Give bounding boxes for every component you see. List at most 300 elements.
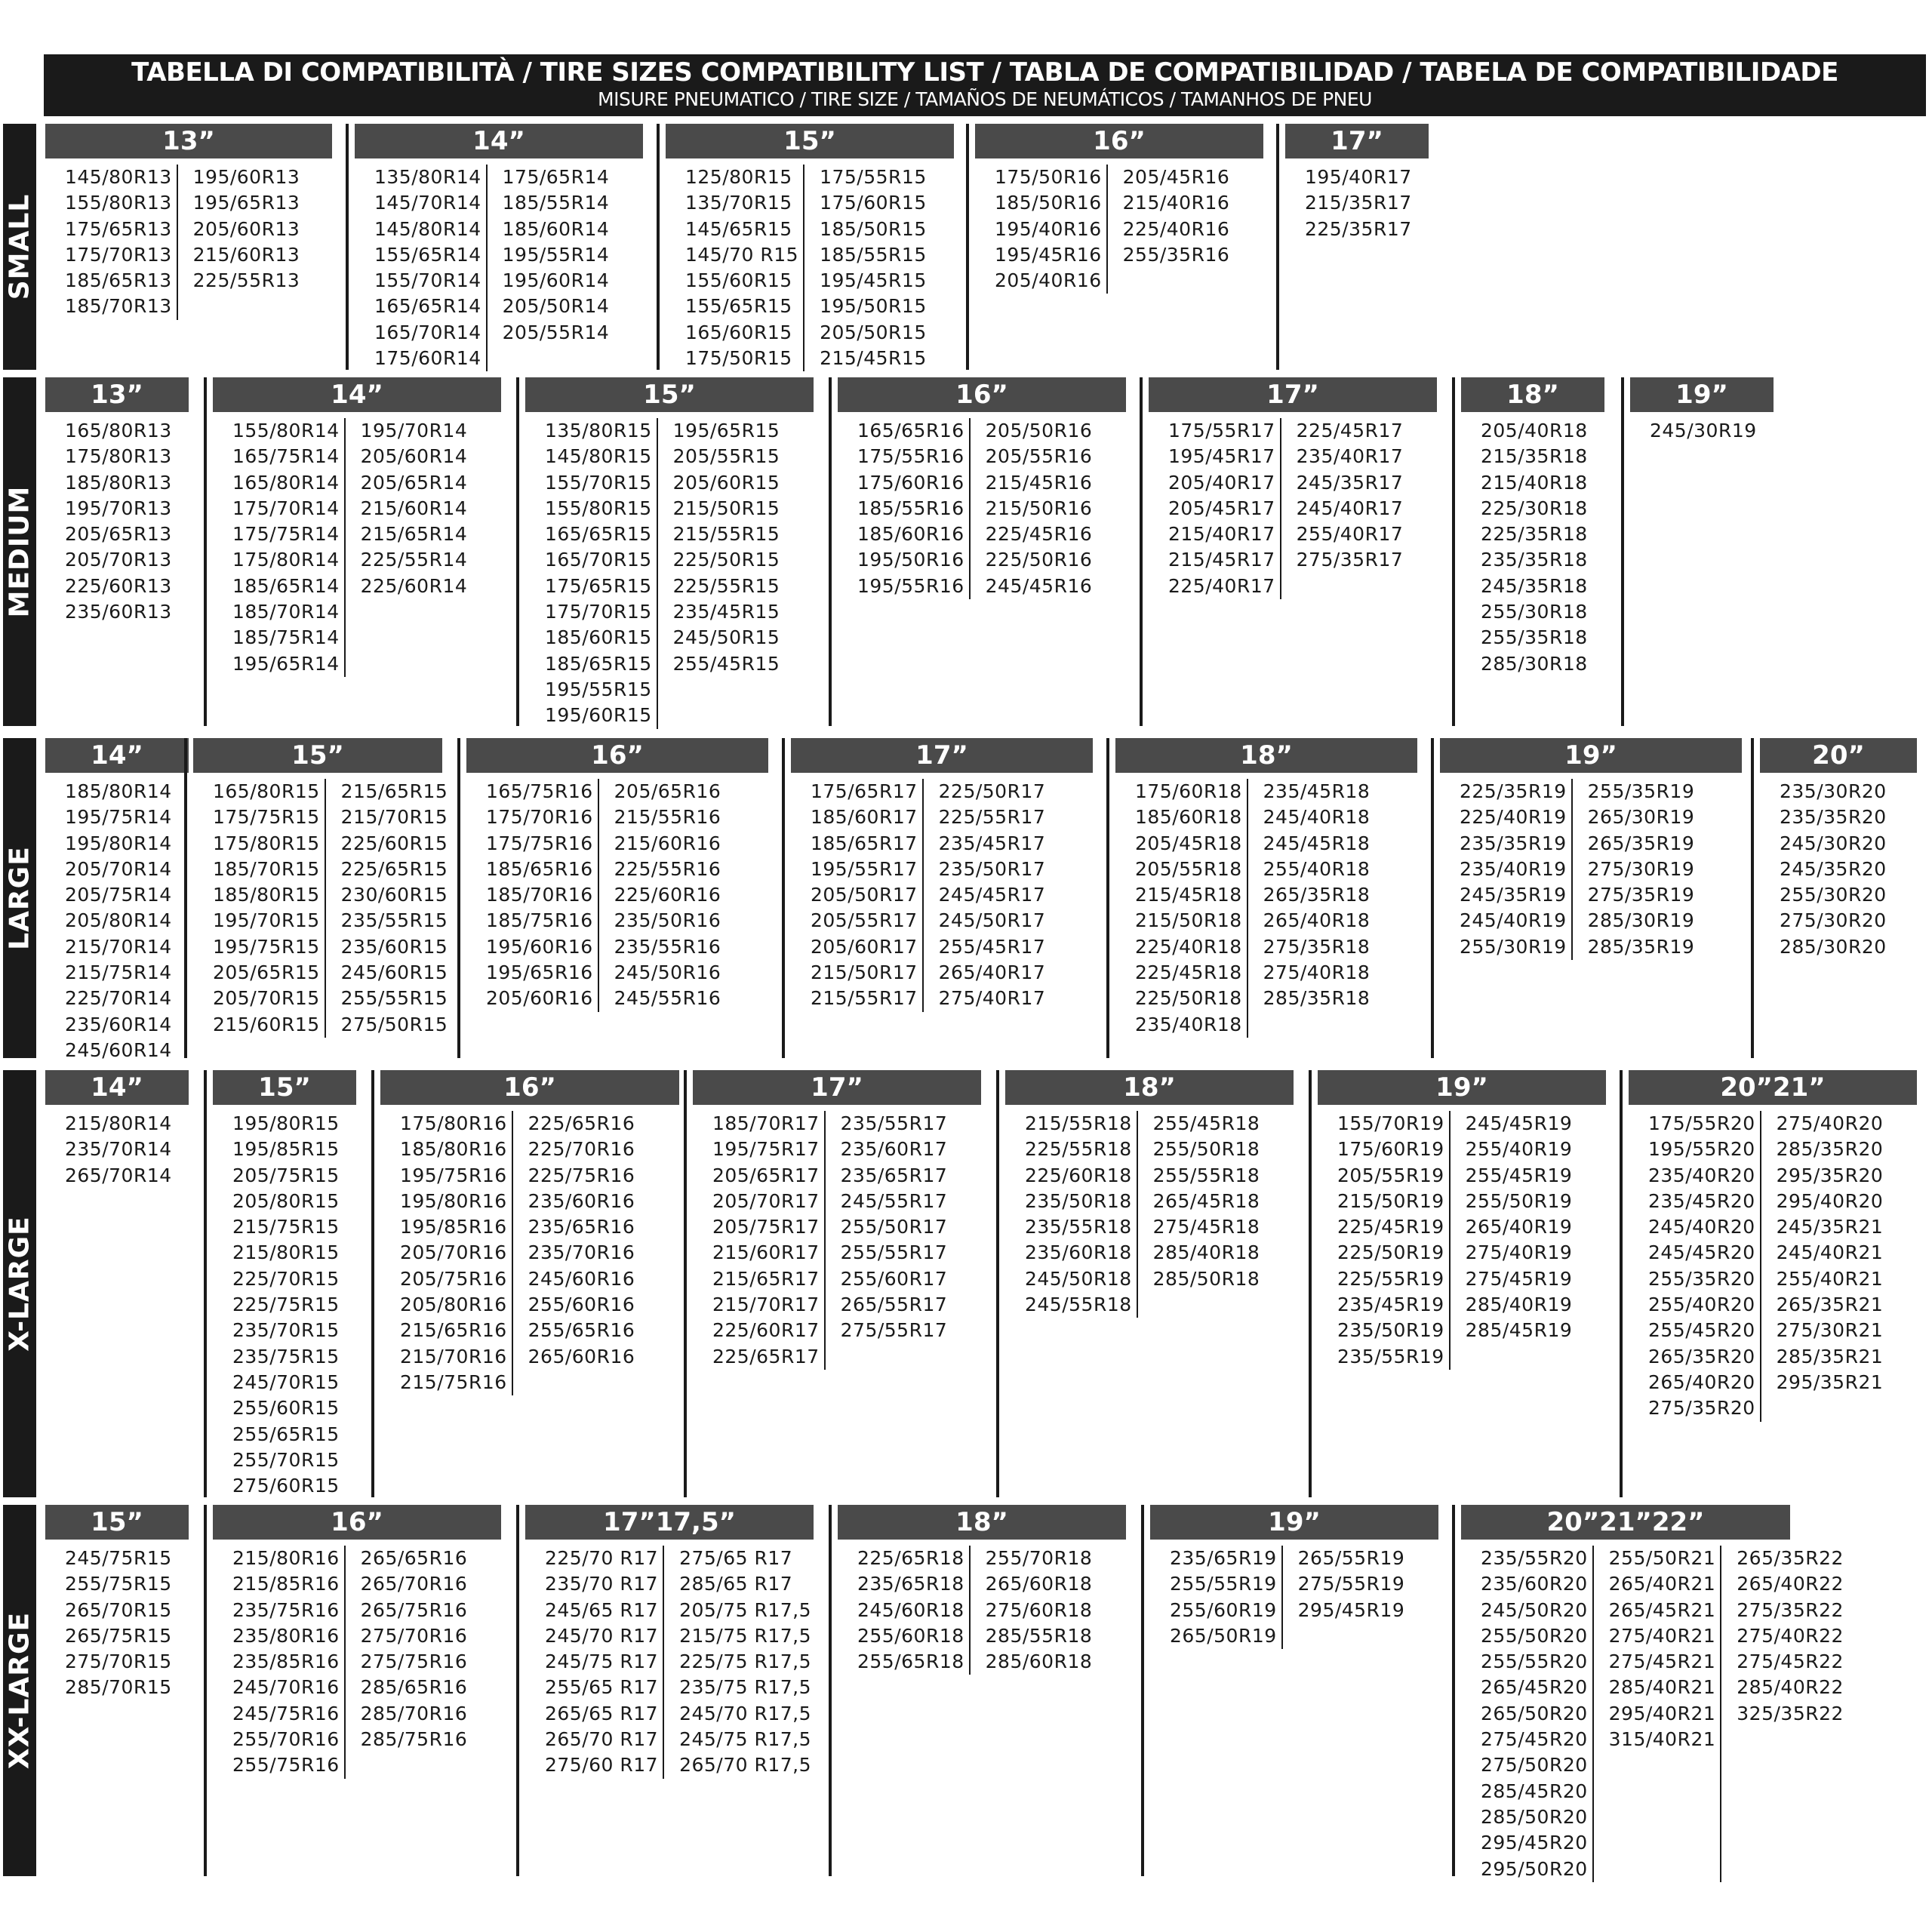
tire-size: 215/60R13 — [192, 243, 300, 266]
tire-size: 245/40R20 — [1648, 1216, 1755, 1238]
tire-size: 245/40R18 — [1263, 806, 1371, 829]
size-column — [598, 779, 726, 1012]
tire-size: 265/70R16 — [360, 1573, 468, 1595]
size-column — [1318, 1111, 1449, 1370]
tire-size: 205/70R16 — [400, 1241, 507, 1264]
rim-size-header: 15” — [666, 124, 954, 158]
rim-group — [45, 377, 189, 625]
tire-size: 275/50R20 — [1481, 1754, 1588, 1777]
tire-size: 195/75R16 — [400, 1164, 507, 1186]
tire-size: 225/40R17 — [1168, 574, 1275, 597]
tire-size: 195/40R17 — [1305, 166, 1412, 188]
tire-size: 185/65R17 — [811, 832, 918, 854]
tire-size: 255/50R17 — [840, 1216, 948, 1238]
tire-size: 255/60R16 — [528, 1294, 635, 1316]
tire-size: 255/60R18 — [857, 1624, 964, 1647]
size-columns — [355, 158, 643, 371]
tire-size: 205/45R17 — [1168, 497, 1275, 519]
tire-size: 205/80R16 — [400, 1294, 507, 1316]
tire-size: 145/80R14 — [374, 217, 481, 240]
tire-size: 145/70R14 — [374, 192, 481, 214]
size-column — [1280, 418, 1408, 599]
size-columns — [193, 773, 452, 1038]
size-column — [922, 779, 1051, 1012]
tire-size: 255/55R15 — [340, 987, 448, 1010]
rim-group — [213, 377, 501, 677]
tire-size: 205/50R15 — [820, 321, 927, 343]
tire-size: 155/80R13 — [65, 192, 172, 214]
tire-size: 285/65R16 — [360, 1676, 468, 1699]
tire-size: 275/35R17 — [1296, 549, 1404, 571]
rim-group — [1760, 738, 1917, 960]
tire-size: 255/35R20 — [1648, 1267, 1755, 1290]
tire-size: 185/80R13 — [65, 471, 172, 494]
tire-size: 175/60R14 — [374, 347, 481, 370]
tire-size: 265/50R19 — [1170, 1624, 1277, 1647]
rim-group — [45, 738, 189, 1063]
tire-size: 255/40R20 — [1648, 1294, 1755, 1316]
tire-size: 225/30R18 — [1481, 497, 1588, 519]
tire-size: 255/70R15 — [232, 1448, 340, 1471]
tire-size: 205/70R14 — [65, 857, 172, 880]
size-columns — [213, 412, 501, 677]
tire-size: 205/70R13 — [65, 549, 172, 571]
size-columns — [838, 1540, 1126, 1675]
tire-size: 185/65R13 — [65, 269, 172, 292]
tire-size: 175/80R14 — [232, 549, 340, 571]
tire-size: 285/50R20 — [1481, 1805, 1588, 1828]
tire-size: 205/80R14 — [65, 909, 172, 932]
tire-size: 245/45R19 — [1465, 1112, 1573, 1134]
tire-size: 165/65R15 — [545, 523, 652, 546]
size-columns — [1461, 1540, 1848, 1882]
rim-size-header: 15” — [525, 377, 814, 412]
size-column — [1571, 779, 1700, 960]
tire-size: 255/40R19 — [1465, 1138, 1573, 1161]
tire-size: 235/70 R17 — [545, 1573, 659, 1595]
group-divider — [1141, 1505, 1144, 1876]
tire-size: 225/55R15 — [672, 574, 780, 597]
tire-size: 135/80R14 — [374, 166, 481, 188]
tire-size: 225/55R13 — [192, 269, 300, 292]
section-small — [0, 124, 1932, 370]
size-column — [1285, 165, 1417, 242]
tire-size: 225/65R18 — [857, 1547, 964, 1569]
tire-size: 155/65R15 — [685, 295, 792, 318]
tire-size: 225/65R15 — [340, 857, 448, 880]
rim-size-header: 17” — [1285, 124, 1429, 158]
tire-size: 235/80R16 — [232, 1624, 340, 1647]
size-column — [1150, 1546, 1281, 1649]
size-columns — [1630, 412, 1774, 444]
rim-size-header: 19” — [1440, 738, 1742, 773]
tire-size: 195/45R16 — [995, 243, 1102, 266]
tire-size: 235/70R15 — [232, 1319, 340, 1342]
tire-size: 195/55R17 — [811, 857, 918, 880]
tire-size: 245/75R16 — [232, 1702, 340, 1724]
tire-size: 275/60R15 — [232, 1475, 340, 1497]
tire-size: 155/80R14 — [232, 420, 340, 441]
tire-size: 255/65R18 — [857, 1651, 964, 1673]
tire-size: 275/55R19 — [1297, 1573, 1405, 1595]
tire-size: 275/35R22 — [1737, 1598, 1844, 1621]
group-divider — [1309, 1070, 1312, 1497]
tire-size: 175/70R16 — [486, 806, 593, 829]
tire-size: 245/35R20 — [1780, 857, 1887, 880]
tire-size: 235/65R19 — [1170, 1547, 1277, 1569]
size-column — [1106, 165, 1235, 294]
tire-size: 235/50R18 — [1025, 1189, 1132, 1212]
rim-group — [1318, 1070, 1606, 1370]
tire-size: 205/65R13 — [65, 523, 172, 546]
rim-group — [1461, 377, 1604, 677]
rim-size-header: 17” — [791, 738, 1093, 773]
rim-group — [466, 738, 768, 1012]
tire-size: 235/50R19 — [1337, 1319, 1444, 1342]
group-divider — [1620, 1070, 1623, 1497]
tire-size: 235/75R16 — [232, 1598, 340, 1621]
rim-group — [380, 1070, 679, 1395]
group-divider — [1452, 1505, 1455, 1876]
tire-size: 285/65 R17 — [679, 1573, 793, 1595]
tire-size: 205/50R16 — [985, 420, 1093, 441]
tire-size: 195/55R16 — [857, 574, 964, 597]
tire-size: 265/60R16 — [528, 1345, 635, 1367]
tire-size: 175/60R15 — [820, 192, 927, 214]
rim-group — [1629, 1070, 1917, 1422]
tire-size: 275/40R22 — [1737, 1624, 1844, 1647]
rim-size-header: 14” — [355, 124, 643, 158]
tire-size: 165/75R16 — [486, 780, 593, 802]
tire-size: 245/55R18 — [1025, 1294, 1132, 1316]
size-column — [975, 165, 1106, 294]
tire-size: 195/70R15 — [213, 909, 320, 932]
tire-size: 155/80R15 — [545, 497, 652, 519]
tire-size: 265/70R15 — [65, 1598, 172, 1621]
size-column — [838, 418, 969, 599]
size-column — [512, 1111, 640, 1395]
rim-group — [1440, 738, 1742, 960]
size-column — [1760, 779, 1891, 960]
section-label-text: LARGE — [4, 846, 35, 950]
tire-size: 235/45R20 — [1648, 1189, 1755, 1212]
tire-size: 225/40R19 — [1460, 806, 1567, 829]
tire-size: 235/50R17 — [938, 857, 1046, 880]
group-divider — [1751, 738, 1754, 1058]
tire-size: 265/70R14 — [65, 1164, 172, 1186]
tire-size: 185/55R16 — [857, 497, 964, 519]
tire-size: 175/65R15 — [545, 574, 652, 597]
tire-size: 215/35R17 — [1305, 192, 1412, 214]
tire-size: 165/80R15 — [213, 780, 320, 802]
tire-size: 145/70 R15 — [685, 243, 799, 266]
size-columns — [45, 773, 189, 1063]
tire-size: 195/60R14 — [502, 269, 610, 292]
size-columns — [525, 412, 814, 729]
tire-size: 205/60R14 — [360, 445, 468, 468]
rim-group — [45, 1505, 189, 1701]
tire-size: 195/50R15 — [820, 295, 927, 318]
tire-size: 215/75R14 — [65, 961, 172, 984]
tire-size: 195/45R15 — [820, 269, 927, 292]
tire-size: 235/55R19 — [1337, 1345, 1444, 1367]
size-columns — [838, 412, 1126, 599]
tire-size: 195/60R15 — [545, 704, 652, 727]
size-column — [1461, 418, 1592, 677]
tire-size: 265/30R19 — [1587, 806, 1695, 829]
tire-size: 235/35R19 — [1460, 832, 1567, 854]
group-divider — [1140, 377, 1143, 726]
tire-size: 225/60R18 — [1025, 1164, 1132, 1186]
tire-size: 255/45R20 — [1648, 1319, 1755, 1342]
tire-size: 295/45R20 — [1481, 1832, 1588, 1854]
tire-size: 255/40R18 — [1263, 857, 1371, 880]
tire-size: 275/65 R17 — [679, 1547, 793, 1569]
tire-size: 215/40R17 — [1168, 523, 1275, 546]
group-divider — [204, 1070, 207, 1497]
tire-size: 185/50R16 — [995, 192, 1102, 214]
tire-size: 275/35R20 — [1648, 1397, 1755, 1420]
size-columns — [213, 1540, 501, 1779]
tire-size: 175/55R15 — [820, 166, 927, 188]
tire-size: 235/70R16 — [528, 1241, 635, 1264]
rim-group — [1005, 1070, 1294, 1318]
tire-size: 225/35R17 — [1305, 217, 1412, 240]
size-column — [213, 1546, 344, 1779]
size-column — [213, 418, 344, 677]
tire-size: 205/75R14 — [65, 884, 172, 906]
size-column — [1630, 418, 1761, 444]
size-column — [380, 1111, 512, 1395]
tire-size: 275/40R19 — [1465, 1241, 1573, 1264]
tire-size: 225/40R16 — [1122, 217, 1230, 240]
tire-size: 175/60R19 — [1337, 1138, 1444, 1161]
tire-size: 265/50R20 — [1481, 1702, 1588, 1724]
rim-group — [213, 1505, 501, 1779]
tire-size: 195/65R13 — [192, 192, 300, 214]
tire-size: 245/70R16 — [232, 1676, 340, 1699]
rim-size-header: 17” — [1149, 377, 1437, 412]
tire-size: 215/45R17 — [1168, 549, 1275, 571]
tire-size: 245/60R14 — [65, 1038, 172, 1061]
group-divider — [1431, 738, 1434, 1058]
tire-size: 275/35R18 — [1263, 935, 1371, 958]
size-column — [1592, 1546, 1721, 1882]
tire-size: 235/35R20 — [1780, 806, 1887, 829]
rim-size-header: 18” — [1461, 377, 1604, 412]
rim-group — [666, 124, 954, 371]
tire-size: 235/55R15 — [340, 909, 448, 932]
tire-size: 195/75R17 — [712, 1138, 820, 1161]
tire-size: 225/55R17 — [938, 806, 1046, 829]
section-x-large — [0, 1070, 1932, 1497]
tire-size: 255/50R18 — [1152, 1138, 1260, 1161]
section-label — [3, 377, 36, 726]
tire-size: 175/60R18 — [1135, 780, 1242, 802]
tire-size: 245/75 R17,5 — [679, 1728, 812, 1751]
tire-size: 225/55R19 — [1337, 1267, 1444, 1290]
rim-size-header: 16” — [380, 1070, 679, 1105]
size-column — [1461, 1546, 1592, 1882]
tire-size: 185/80R16 — [400, 1138, 507, 1161]
tire-size: 275/45R22 — [1737, 1651, 1844, 1673]
group-divider — [1452, 377, 1455, 726]
tire-size: 245/35R19 — [1460, 884, 1567, 906]
tire-size: 245/35R21 — [1776, 1216, 1884, 1238]
size-columns — [791, 773, 1093, 1012]
tire-size: 265/40R20 — [1648, 1371, 1755, 1393]
tire-size: 235/50R16 — [614, 909, 721, 932]
tire-size: 215/35R18 — [1481, 445, 1588, 468]
tire-size: 235/60R17 — [840, 1138, 948, 1161]
size-columns — [45, 1540, 189, 1701]
tire-size: 245/45R17 — [938, 884, 1046, 906]
tire-size: 255/55R18 — [1152, 1164, 1260, 1186]
tire-size: 215/45R18 — [1135, 884, 1242, 906]
tire-size: 275/45R19 — [1465, 1267, 1573, 1290]
tire-size: 285/35R18 — [1263, 987, 1371, 1010]
tire-size: 255/65 R17 — [545, 1676, 659, 1699]
tire-size: 205/55R17 — [811, 909, 918, 932]
title-subtitle: MISURE PNEUMATICO / TIRE SIZE / TAMAÑOS DE NEUMÁTICOS / TAMANHOS DE PNEU — [598, 88, 1372, 110]
tire-size: 195/65R14 — [232, 652, 340, 675]
tire-size: 125/80R15 — [685, 166, 792, 188]
size-column — [663, 1546, 816, 1779]
tire-size: 205/40R17 — [1168, 471, 1275, 494]
title-bar — [44, 54, 1926, 116]
rim-group — [838, 377, 1126, 599]
size-columns — [1115, 773, 1417, 1038]
size-column — [1115, 779, 1247, 1038]
tire-size: 285/40R18 — [1152, 1241, 1260, 1264]
tire-size: 285/40R19 — [1465, 1294, 1573, 1316]
size-column — [45, 1546, 177, 1701]
tire-size: 215/55R17 — [811, 987, 918, 1010]
tire-size: 245/50R20 — [1481, 1598, 1588, 1621]
rim-size-header: 16” — [975, 124, 1263, 158]
tire-size: 215/70R15 — [340, 806, 448, 829]
tire-size: 255/45R19 — [1465, 1164, 1573, 1186]
tire-size: 215/65R17 — [712, 1267, 820, 1290]
size-column — [657, 418, 785, 729]
tire-size: 265/65R16 — [360, 1547, 468, 1569]
tire-size: 255/30R18 — [1481, 601, 1588, 623]
size-column — [666, 165, 803, 371]
tire-size: 235/45R15 — [672, 601, 780, 623]
tire-size: 225/75 R17,5 — [679, 1651, 812, 1673]
tire-size: 255/60R15 — [232, 1397, 340, 1420]
tire-size: 175/75R16 — [486, 832, 593, 854]
tire-size: 185/55R14 — [502, 192, 610, 214]
tire-size: 225/35R19 — [1460, 780, 1567, 802]
size-columns — [525, 1540, 816, 1779]
tire-size: 215/50R16 — [985, 497, 1093, 519]
tire-size: 235/65R16 — [528, 1216, 635, 1238]
tire-size: 245/45R16 — [985, 574, 1093, 597]
tire-size: 275/75R16 — [360, 1651, 468, 1673]
tire-size: 245/50R17 — [938, 909, 1046, 932]
tire-size: 235/70R14 — [65, 1138, 172, 1161]
rim-group — [693, 1070, 981, 1370]
tire-size: 185/65R14 — [232, 574, 340, 597]
tire-size: 245/50R16 — [614, 961, 721, 984]
tire-size: 255/55R20 — [1481, 1651, 1588, 1673]
tire-size: 195/70R14 — [360, 420, 468, 441]
tire-size: 245/65 R17 — [545, 1598, 659, 1621]
size-columns — [466, 773, 768, 1012]
rim-group — [1149, 377, 1437, 599]
tire-size: 215/55R15 — [672, 523, 780, 546]
size-column — [969, 1546, 1097, 1675]
tire-size: 285/35R21 — [1776, 1345, 1884, 1367]
size-column — [344, 418, 472, 677]
size-column — [525, 1546, 663, 1779]
rim-size-header: 16” — [213, 1505, 501, 1540]
tire-size: 195/75R14 — [65, 806, 172, 829]
tire-size: 275/40R21 — [1608, 1624, 1716, 1647]
tire-size: 325/35R22 — [1737, 1702, 1844, 1724]
size-columns — [1005, 1105, 1294, 1318]
tire-size: 245/70 R17 — [545, 1624, 659, 1647]
tire-size: 275/30R20 — [1780, 909, 1887, 932]
rim-group — [193, 738, 452, 1038]
rim-size-header: 15” — [213, 1070, 356, 1105]
tire-size: 275/55R17 — [840, 1319, 948, 1342]
tire-size: 295/45R19 — [1297, 1598, 1405, 1621]
tire-size: 225/60R13 — [65, 574, 172, 597]
tire-size: 225/75R16 — [528, 1164, 635, 1186]
tire-size: 265/35R18 — [1263, 884, 1371, 906]
tire-size: 165/65R16 — [857, 420, 964, 441]
tire-size: 265/40R19 — [1465, 1216, 1573, 1238]
group-divider — [1106, 738, 1109, 1058]
tire-size: 295/35R20 — [1776, 1164, 1884, 1186]
tire-size: 275/60R18 — [985, 1598, 1093, 1621]
tire-size: 225/65R17 — [712, 1345, 820, 1367]
tire-size: 215/70R16 — [400, 1345, 507, 1367]
section-label-text: XX-LARGE — [4, 1611, 35, 1770]
tire-size: 185/60R15 — [545, 626, 652, 649]
tire-size: 225/45R16 — [985, 523, 1093, 546]
tire-size: 205/65R17 — [712, 1164, 820, 1186]
rim-size-header: 19” — [1630, 377, 1774, 412]
size-columns — [975, 158, 1263, 294]
tire-size: 175/50R15 — [685, 347, 792, 370]
tire-size: 225/45R19 — [1337, 1216, 1444, 1238]
tire-size: 215/65R14 — [360, 523, 468, 546]
tire-size: 225/70 R17 — [545, 1547, 659, 1569]
size-columns — [213, 1105, 356, 1499]
tire-size: 235/30R20 — [1780, 780, 1887, 802]
tire-size: 265/35R20 — [1648, 1345, 1755, 1367]
tire-size: 235/75 R17,5 — [679, 1676, 812, 1699]
size-column — [213, 1111, 344, 1499]
size-column — [693, 1111, 824, 1370]
group-divider — [782, 738, 785, 1058]
size-column — [1440, 779, 1571, 960]
tire-size: 165/65R14 — [374, 295, 481, 318]
size-column — [45, 779, 177, 1063]
tire-size: 275/60 R17 — [545, 1754, 659, 1777]
group-divider — [204, 1505, 207, 1876]
tire-size: 225/60R15 — [340, 832, 448, 854]
tire-size: 235/60R15 — [340, 935, 448, 958]
rim-size-header: 14” — [45, 738, 189, 773]
tire-size: 265/35R19 — [1587, 832, 1695, 854]
tire-size: 185/70R17 — [712, 1112, 820, 1134]
section-label-text: SMALL — [4, 193, 35, 300]
size-column — [355, 165, 486, 371]
